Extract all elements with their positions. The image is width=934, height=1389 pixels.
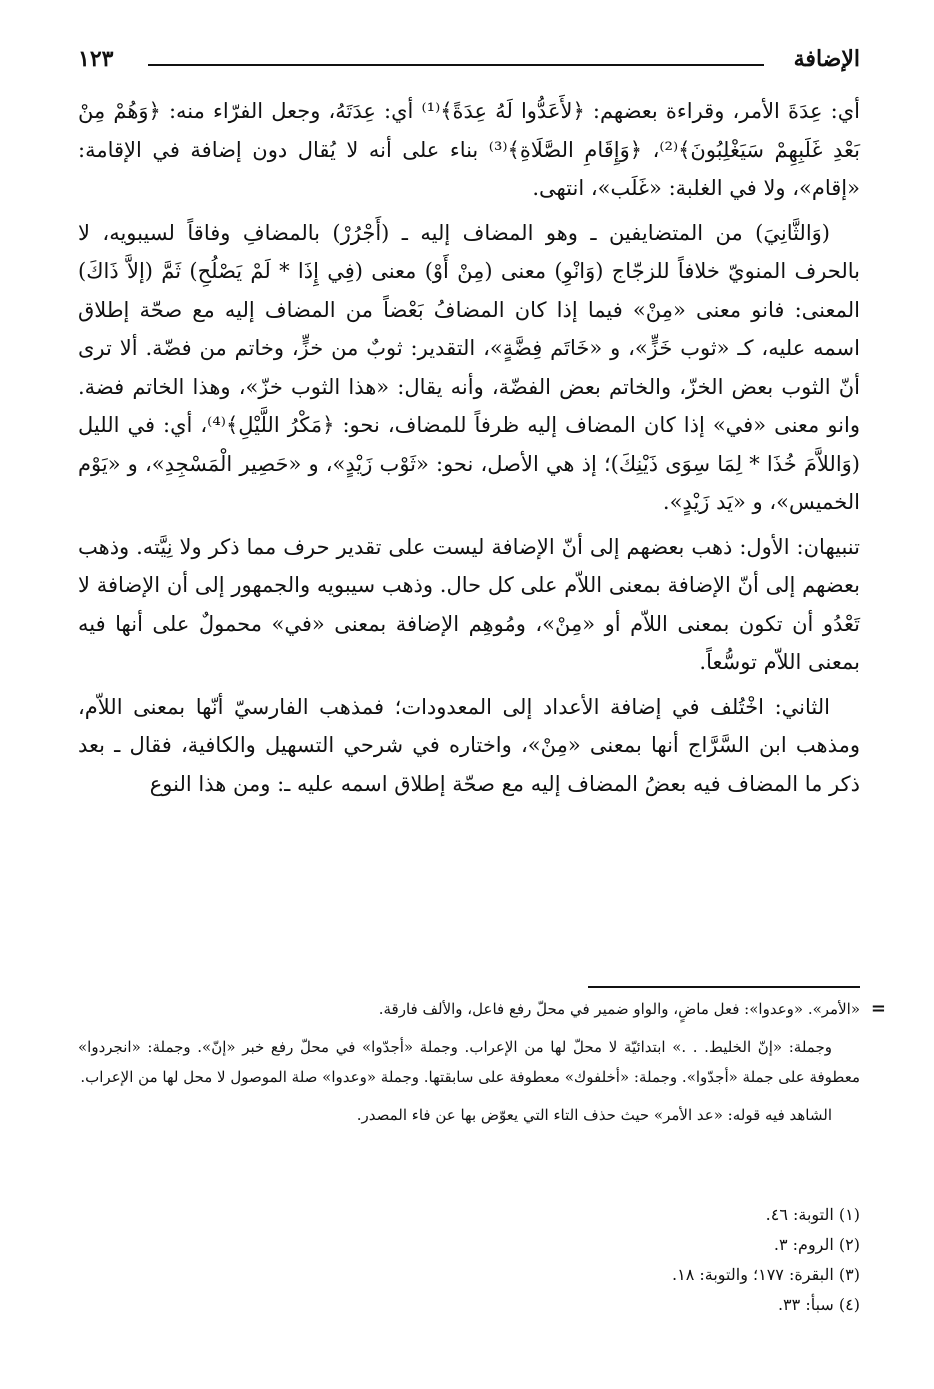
reference-3: (٣) البقرة: ١٧٧؛ والتوبة: ١٨. <box>672 1265 860 1284</box>
main-text <box>78 92 860 809</box>
footnotes <box>78 994 860 1138</box>
reference-1: (١) التوبة: ٤٦. <box>765 1205 860 1224</box>
footnote-paragraph-3: الشاهد فيه قوله: «عد الأمر» حيث حذف التاء التي يعوّض بها عن فاء المصدر. <box>356 1106 832 1124</box>
reference-2: (٢) الروم: ٣. <box>773 1235 860 1254</box>
footnote-paragraph-1: «الأمر». «وعدوا»: فعل ماضٍ، والواو ضمير في محلّ رفع فاعل، والألف فارقة. <box>378 1000 860 1018</box>
chapter-title: الإضافة <box>793 46 860 72</box>
paragraph-2: (وَالثَّانِيَ) من المتضايفين ـ وهو المضاف إليه ـ (أَجْرُرْ) بالمضافِ وفاقاً لسيبويه، لا بالحرف المنويّ خلافاً للزجّاج (وَانْوِ) معنى (مِنْ أَوْ) معنى (فِي إِذَا * لَمْ يَصْلُحِ) ثَمَّ (إلاَّ ذَاكَ) المعنى: فانو معنى «مِنْ» فيما إذا كان المضافُ بَعْضاً من المضاف إليه مع صحّة إطلاق اسمه عليه، كـ «ثوب خَزٍّ»، و «خَاتَم فِضَّةٍ»، التقدير: ثوبٌ من خزٍّ، وخاتم من فضّة. ألا ترى أنّ الثوب بعض الخزّ، والخاتم بعض الفضّة، وأنه يقال: «هذا الثوب خزّ»، وهذا الخاتم فضة. وانو معنى «في» إذا كان المضاف إليه ظرفاً للمضاف، نحو: ﴿مَكْرُ اللَّيْلِ﴾⁽⁴⁾، أي: في الليل (وَاللاَّمَ خُذَا * لِمَا سِوَى ذَيْنِكَ)؛ إذ هي الأصل، نحو: «ثَوْب زَيْدٍ»، و «حَصِير الْمَسْجِدِ»، و «يَوْم الخميس»، و «يَد زَيْدٍ». <box>78 220 861 514</box>
paragraph-1: أي: عِدَةَ الأمر، وقراءة بعضهم: ﴿لأَعَدُّوا لَهُ عِدَةً﴾⁽¹⁾ أي: عِدَتَهُ، وجعل الفرّاء منه: ﴿وَهُمْ مِنْ بَعْدِ غَلَبِهِمْ سَيَغْلِبُونَ﴾⁽²⁾، ﴿وَإِقَامِ الصَّلَاةِ﴾⁽³⁾ بناء على أنه لا يُقال دون إضافة في الإقامة: «إقام»، ولا في الغلبة: «غَلَب»، انتهى. <box>78 99 861 200</box>
footnote-continuation-mark: = <box>870 998 886 1019</box>
paragraph-3: تنبيهان: الأول: ذهب بعضهم إلى أنّ الإضافة ليست على تقدير حرف مما ذكر ولا نِيَّته. وذهب بعضهم إلى أنّ الإضافة بمعنى اللاّم على كل حال. وذهب سيبويه والجمهور إلى أن الإضافة لا تَعْدُو أن تكون بمعنى اللاّم أو «مِنْ»، ومُوهِم الإضافة بمعنى «في» محمولٌ على أنها فيه بمعنى اللاّم توسُّعاً. <box>78 534 860 674</box>
footnote-paragraph-2: وجملة: «إنّ الخليط. . .» ابتدائيّة لا محلّ لها من الإعراب. وجملة «أجدّوا» في محلّ رفع خبر «إنّ». وجملة: «انجردوا» معطوفة على جملة «أجدّوا». وجملة: «أخلفوك» معطوفة على سابقتها. وجملة «وعدوا» صلة الموصول لا محل لها من الإعراب. <box>78 1038 860 1086</box>
footnote-separator <box>588 986 860 988</box>
reference-4: (٤) سبأ: ٣٣. <box>777 1295 860 1314</box>
running-header <box>78 42 860 78</box>
book-page <box>78 0 886 1389</box>
header-rule <box>148 64 764 66</box>
paragraph-4: الثاني: اخْتُلف في إضافة الأعداد إلى المعدودات؛ فمذهب الفارسيّ أنّها بمعنى اللاّم، ومذهب ابن السَّرَّاج أنها بمعنى «مِنْ»، واختاره في شرحي التسهيل والكافية، فقال ـ بعد ذكر ما المضاف فيه بعضُ المضاف إليه مع صحّة إطلاق اسمه عليه ـ: ومن هذا النوع <box>78 694 861 796</box>
quran-references <box>78 1200 860 1320</box>
page-number: ١٢٣ <box>78 46 114 72</box>
